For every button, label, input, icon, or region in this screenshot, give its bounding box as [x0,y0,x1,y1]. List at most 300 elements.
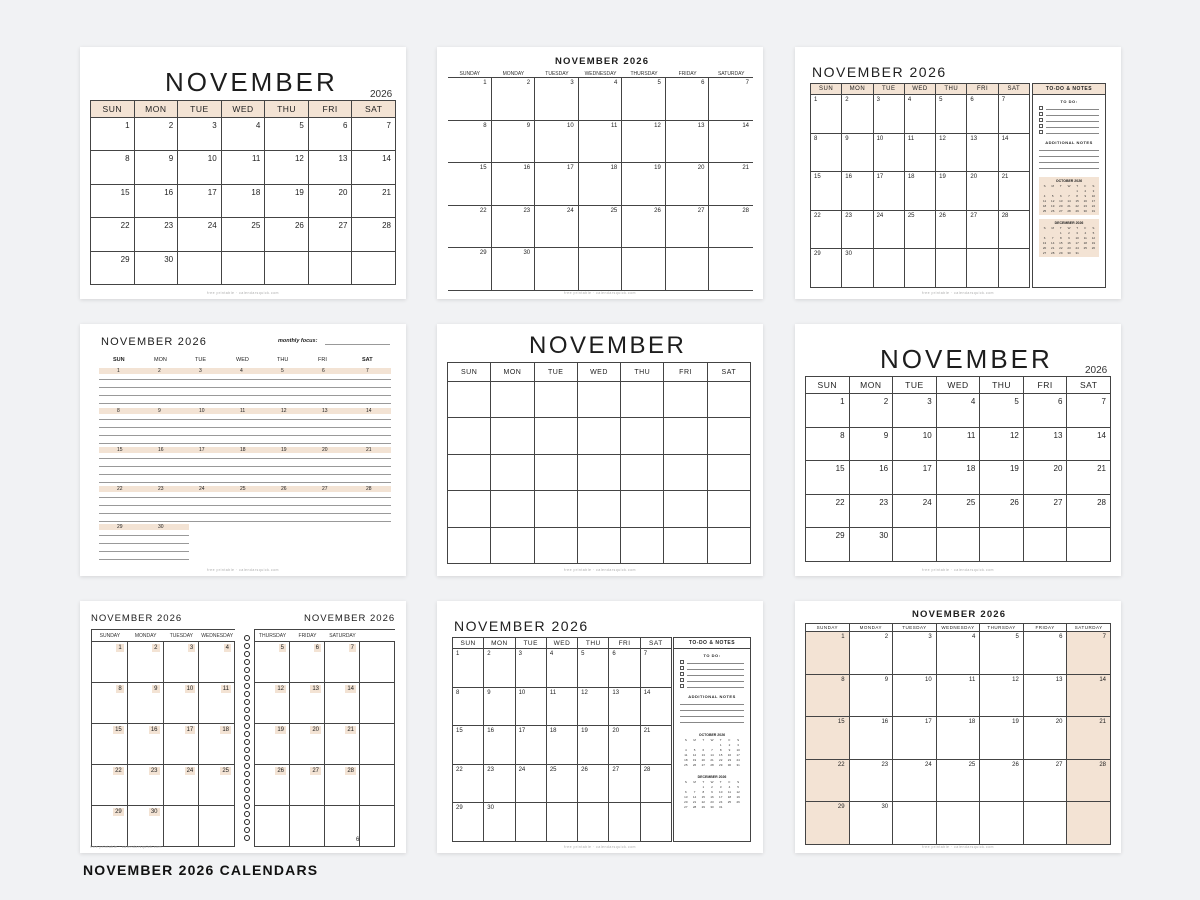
day-cell[interactable] [709,206,753,249]
note-line[interactable] [99,435,391,436]
day-cell[interactable] [709,78,753,121]
checkbox-icon[interactable] [680,666,684,670]
day-cell[interactable] [937,528,981,562]
day-cell[interactable] [309,151,353,184]
todo-item[interactable] [1039,124,1099,128]
day-cell[interactable] [850,632,894,675]
checkbox-icon[interactable] [1039,124,1043,128]
note-line[interactable] [99,427,391,428]
day-cell[interactable] [547,803,578,842]
day-cell[interactable] [1067,461,1111,495]
day-cell[interactable] [999,249,1030,288]
day-cell[interactable] [178,252,222,285]
checkbox-icon[interactable] [1039,112,1043,116]
calendar-card-3[interactable] [795,47,1121,299]
day-cell[interactable] [850,528,894,562]
day-cell[interactable] [222,151,266,184]
day-cell[interactable] [842,134,873,173]
day-cell[interactable] [609,726,640,765]
day-cell[interactable] [980,717,1024,760]
day-cell[interactable] [1067,394,1111,428]
day-cell[interactable] [448,163,492,206]
day-cell[interactable] [609,803,640,842]
note-line[interactable] [99,395,391,396]
day-cell[interactable] [1067,675,1111,718]
day-cell[interactable] [937,632,981,675]
day-cell[interactable] [92,642,128,683]
day-cell[interactable] [999,134,1030,173]
day-cell[interactable] [91,185,135,218]
day-cell[interactable] [621,491,664,527]
day-cell[interactable] [622,163,666,206]
day-cell[interactable] [708,491,751,527]
day-cell[interactable] [255,724,290,765]
day-cell[interactable] [621,455,664,491]
note-line[interactable] [99,497,391,498]
day-cell[interactable] [578,803,609,842]
day-cell[interactable] [352,185,396,218]
day-cell[interactable] [92,683,128,724]
note-line[interactable] [99,551,189,552]
todo-item[interactable] [1039,118,1099,122]
day-cell[interactable] [1067,495,1111,529]
day-cell[interactable] [1024,428,1068,462]
day-cell[interactable] [222,118,266,151]
day-cell[interactable] [309,252,353,285]
day-cell[interactable] [850,760,894,803]
day-cell[interactable] [708,418,751,454]
day-cell[interactable] [967,249,998,288]
todo-item[interactable] [1039,130,1099,134]
day-cell[interactable] [850,802,894,845]
day-cell[interactable] [980,394,1024,428]
day-cell[interactable] [850,675,894,718]
day-cell[interactable] [491,455,534,491]
day-cell[interactable] [621,382,664,418]
todo-item[interactable] [1039,106,1099,110]
day-cell[interactable] [128,806,164,847]
day-cell[interactable] [290,724,325,765]
note-line[interactable] [99,466,391,467]
day-cell[interactable] [622,121,666,164]
day-cell[interactable] [1024,760,1068,803]
day-cell[interactable] [842,211,873,250]
day-cell[interactable] [535,163,579,206]
day-cell[interactable] [178,218,222,251]
calendar-card-8[interactable] [437,601,763,853]
todo-item[interactable] [680,678,744,682]
day-cell[interactable] [893,528,937,562]
day-cell[interactable] [535,528,578,564]
day-cell[interactable] [1024,802,1068,845]
note-line[interactable] [99,482,391,483]
day-cell[interactable] [516,688,547,727]
notes-cell[interactable] [360,642,395,683]
day-cell[interactable] [128,642,164,683]
day-cell[interactable] [980,632,1024,675]
day-cell[interactable] [325,806,360,847]
day-cell[interactable] [578,649,609,688]
day-cell[interactable] [164,765,200,806]
day-cell[interactable] [309,218,353,251]
day-cell[interactable] [806,632,850,675]
day-cell[interactable] [708,528,751,564]
calendar-card-5[interactable] [437,324,763,576]
day-cell[interactable] [352,118,396,151]
day-cell[interactable] [578,688,609,727]
day-cell[interactable] [1024,461,1068,495]
day-cell[interactable] [448,382,491,418]
day-cell[interactable] [92,806,128,847]
day-cell[interactable] [937,760,981,803]
day-cell[interactable] [265,151,309,184]
day-cell[interactable] [516,726,547,765]
day-cell[interactable] [666,163,710,206]
day-cell[interactable] [621,418,664,454]
day-cell[interactable] [164,683,200,724]
day-cell[interactable] [621,528,664,564]
day-cell[interactable] [199,724,235,765]
day-cell[interactable] [325,683,360,724]
day-cell[interactable] [448,248,492,291]
day-cell[interactable] [128,724,164,765]
day-cell[interactable] [222,185,266,218]
day-cell[interactable] [842,95,873,134]
day-cell[interactable] [492,121,536,164]
day-cell[interactable] [453,803,484,842]
day-cell[interactable] [666,206,710,249]
day-cell[interactable] [578,765,609,804]
day-cell[interactable] [448,491,491,527]
day-cell[interactable] [453,726,484,765]
day-cell[interactable] [905,211,936,250]
day-cell[interactable] [806,760,850,803]
day-cell[interactable] [535,382,578,418]
day-cell[interactable] [135,218,179,251]
day-cell[interactable] [980,461,1024,495]
day-cell[interactable] [255,806,290,847]
day-cell[interactable] [806,528,850,562]
day-cell[interactable] [91,252,135,285]
day-cell[interactable] [967,95,998,134]
day-cell[interactable] [135,151,179,184]
calendar-card-4[interactable] [80,324,406,576]
day-cell[interactable] [547,765,578,804]
day-cell[interactable] [491,491,534,527]
todo-item[interactable] [680,660,744,664]
note-line[interactable] [99,403,391,404]
day-cell[interactable] [937,461,981,495]
day-cell[interactable] [850,717,894,760]
day-cell[interactable] [806,461,850,495]
day-cell[interactable] [1067,428,1111,462]
day-cell[interactable] [91,151,135,184]
day-cell[interactable] [92,724,128,765]
day-cell[interactable] [178,118,222,151]
day-cell[interactable] [535,418,578,454]
day-cell[interactable] [265,218,309,251]
day-cell[interactable] [492,78,536,121]
todo-item[interactable] [680,666,744,670]
day-cell[interactable] [578,418,621,454]
day-cell[interactable] [811,134,842,173]
day-cell[interactable] [893,632,937,675]
day-cell[interactable] [666,78,710,121]
notes-cell[interactable] [360,765,395,806]
day-cell[interactable] [547,688,578,727]
day-cell[interactable] [893,802,937,845]
day-cell[interactable] [893,675,937,718]
day-cell[interactable] [1067,528,1111,562]
day-cell[interactable] [937,394,981,428]
day-cell[interactable] [448,528,491,564]
day-cell[interactable] [199,642,235,683]
day-cell[interactable] [491,528,534,564]
day-cell[interactable] [842,249,873,288]
note-line[interactable] [99,379,391,380]
day-cell[interactable] [453,649,484,688]
day-cell[interactable] [999,95,1030,134]
day-cell[interactable] [1024,675,1068,718]
day-cell[interactable] [448,78,492,121]
day-cell[interactable] [92,765,128,806]
day-cell[interactable] [874,95,905,134]
notes-cell[interactable] [360,724,395,765]
day-cell[interactable] [290,642,325,683]
day-cell[interactable] [664,528,707,564]
day-cell[interactable] [641,688,672,727]
day-cell[interactable] [535,206,579,249]
day-cell[interactable] [578,491,621,527]
checkbox-icon[interactable] [680,660,684,664]
day-cell[interactable] [666,121,710,164]
day-cell[interactable] [164,642,200,683]
day-cell[interactable] [905,134,936,173]
note-line[interactable] [99,474,391,475]
day-cell[interactable] [967,134,998,173]
day-cell[interactable] [666,248,710,291]
day-cell[interactable] [309,185,353,218]
day-cell[interactable] [806,675,850,718]
day-cell[interactable] [255,683,290,724]
day-cell[interactable] [893,428,937,462]
day-cell[interactable] [937,717,981,760]
day-cell[interactable] [999,211,1030,250]
checkbox-icon[interactable] [1039,106,1043,110]
day-cell[interactable] [164,724,200,765]
day-cell[interactable] [980,760,1024,803]
day-cell[interactable] [874,211,905,250]
day-cell[interactable] [1024,632,1068,675]
day-cell[interactable] [811,211,842,250]
day-cell[interactable] [709,121,753,164]
checkbox-icon[interactable] [1039,130,1043,134]
day-cell[interactable] [484,765,515,804]
todo-item[interactable] [680,684,744,688]
day-cell[interactable] [1067,717,1111,760]
day-cell[interactable] [622,248,666,291]
day-cell[interactable] [936,249,967,288]
day-cell[interactable] [484,649,515,688]
day-cell[interactable] [492,163,536,206]
day-cell[interactable] [516,649,547,688]
day-cell[interactable] [178,185,222,218]
day-cell[interactable] [641,649,672,688]
day-cell[interactable] [128,765,164,806]
note-line[interactable] [99,505,391,506]
day-cell[interactable] [937,428,981,462]
day-cell[interactable] [516,803,547,842]
day-cell[interactable] [128,683,164,724]
calendar-card-9[interactable] [795,601,1121,853]
day-cell[interactable] [980,495,1024,529]
day-cell[interactable] [579,78,623,121]
day-cell[interactable] [709,248,753,291]
day-cell[interactable] [1024,528,1068,562]
day-cell[interactable] [937,675,981,718]
day-cell[interactable] [579,206,623,249]
day-cell[interactable] [936,134,967,173]
day-cell[interactable] [448,121,492,164]
day-cell[interactable] [325,765,360,806]
day-cell[interactable] [893,760,937,803]
note-line[interactable] [99,443,391,444]
day-cell[interactable] [578,382,621,418]
day-cell[interactable] [806,802,850,845]
day-cell[interactable] [309,118,353,151]
day-cell[interactable] [352,252,396,285]
day-cell[interactable] [806,495,850,529]
day-cell[interactable] [535,78,579,121]
day-cell[interactable] [199,683,235,724]
day-cell[interactable] [999,172,1030,211]
day-cell[interactable] [453,765,484,804]
calendar-card-6[interactable] [795,324,1121,576]
day-cell[interactable] [893,495,937,529]
day-cell[interactable] [547,726,578,765]
day-cell[interactable] [265,252,309,285]
day-cell[interactable] [622,78,666,121]
day-cell[interactable] [484,803,515,842]
day-cell[interactable] [535,455,578,491]
day-cell[interactable] [199,765,235,806]
day-cell[interactable] [806,394,850,428]
checkbox-icon[interactable] [1039,118,1043,122]
day-cell[interactable] [850,495,894,529]
day-cell[interactable] [579,248,623,291]
day-cell[interactable] [874,249,905,288]
day-cell[interactable] [547,649,578,688]
day-cell[interactable] [708,455,751,491]
day-cell[interactable] [290,765,325,806]
day-cell[interactable] [641,726,672,765]
day-cell[interactable] [578,726,609,765]
day-cell[interactable] [905,249,936,288]
day-cell[interactable] [1067,802,1111,845]
day-cell[interactable] [579,163,623,206]
day-cell[interactable] [1024,495,1068,529]
day-cell[interactable] [352,151,396,184]
day-cell[interactable] [664,491,707,527]
day-cell[interactable] [980,528,1024,562]
calendar-card-1[interactable] [80,47,406,299]
note-line[interactable] [99,513,391,514]
day-cell[interactable] [641,803,672,842]
checkbox-icon[interactable] [680,678,684,682]
todo-item[interactable] [1039,112,1099,116]
note-line[interactable] [99,559,189,560]
calendar-card-2[interactable] [437,47,763,299]
day-cell[interactable] [874,172,905,211]
day-cell[interactable] [516,765,547,804]
day-cell[interactable] [222,218,266,251]
day-cell[interactable] [448,455,491,491]
day-cell[interactable] [1067,632,1111,675]
day-cell[interactable] [806,428,850,462]
note-line[interactable] [99,535,189,536]
day-cell[interactable] [967,172,998,211]
day-cell[interactable] [936,211,967,250]
day-cell[interactable] [980,428,1024,462]
day-cell[interactable] [850,428,894,462]
note-line[interactable] [99,521,391,522]
day-cell[interactable] [1024,394,1068,428]
day-cell[interactable] [893,394,937,428]
day-cell[interactable] [937,495,981,529]
day-cell[interactable] [850,461,894,495]
checkbox-icon[interactable] [680,672,684,676]
day-cell[interactable] [664,418,707,454]
note-line[interactable] [99,419,391,420]
day-cell[interactable] [135,185,179,218]
day-cell[interactable] [609,688,640,727]
day-cell[interactable] [708,382,751,418]
day-cell[interactable] [579,121,623,164]
day-cell[interactable] [535,491,578,527]
day-cell[interactable] [325,642,360,683]
day-cell[interactable] [811,172,842,211]
day-cell[interactable] [609,765,640,804]
day-cell[interactable] [980,675,1024,718]
day-cell[interactable] [325,724,360,765]
day-cell[interactable] [491,418,534,454]
day-cell[interactable] [535,121,579,164]
day-cell[interactable] [893,717,937,760]
checkbox-icon[interactable] [680,684,684,688]
day-cell[interactable] [135,118,179,151]
day-cell[interactable] [484,726,515,765]
note-line[interactable] [99,387,391,388]
todo-item[interactable] [680,672,744,676]
day-cell[interactable] [265,118,309,151]
day-cell[interactable] [936,172,967,211]
day-cell[interactable] [91,118,135,151]
day-cell[interactable] [893,461,937,495]
day-cell[interactable] [448,206,492,249]
day-cell[interactable] [1024,717,1068,760]
day-cell[interactable] [453,688,484,727]
day-cell[interactable] [664,455,707,491]
day-cell[interactable] [709,163,753,206]
day-cell[interactable] [811,95,842,134]
day-cell[interactable] [265,185,309,218]
note-line[interactable] [99,458,391,459]
day-cell[interactable] [578,455,621,491]
day-cell[interactable] [578,528,621,564]
day-cell[interactable] [842,172,873,211]
day-cell[interactable] [967,211,998,250]
day-cell[interactable] [91,218,135,251]
